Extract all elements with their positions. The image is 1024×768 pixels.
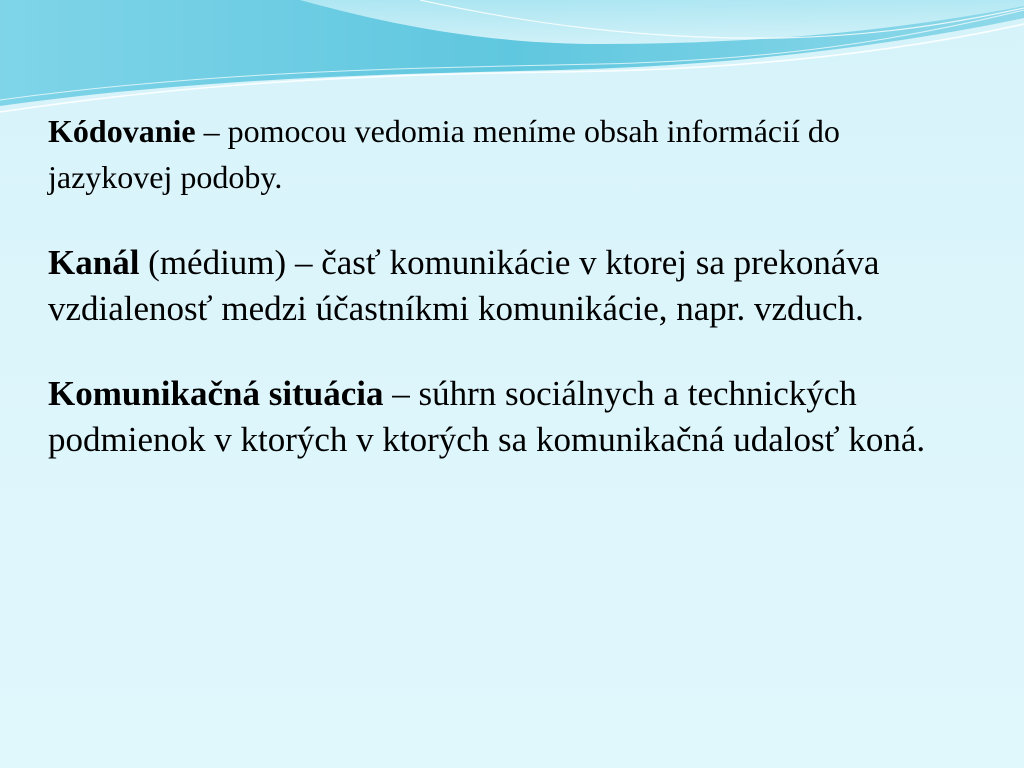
paragraph-kodovanie <box>48 108 948 200</box>
definition-kodovanie: – pomocou vedomia meníme obsah informácií do jazykovej podoby. <box>48 113 840 195</box>
term-komunikacna-situacia: Komunikačná situácia <box>48 374 384 413</box>
paragraph-komunikacna-situacia <box>48 371 948 463</box>
definition-kanal: (médium) – časť komunikácie v ktorej sa prekonáva vzdialenosť medzi účastníkmi komunikácie, napr. vzduch. <box>48 243 880 328</box>
term-kodovanie: Kódovanie <box>48 113 196 149</box>
slide-body <box>48 108 948 463</box>
decorative-wave-header <box>0 0 1024 120</box>
definition-komunikacna-situacia: – súhrn sociálnych a technických podmienok v ktorých v ktorých sa komunikačná udalosť koná. <box>48 374 926 459</box>
term-kanal: Kanál <box>48 243 140 282</box>
paragraph-kanal <box>48 240 948 332</box>
